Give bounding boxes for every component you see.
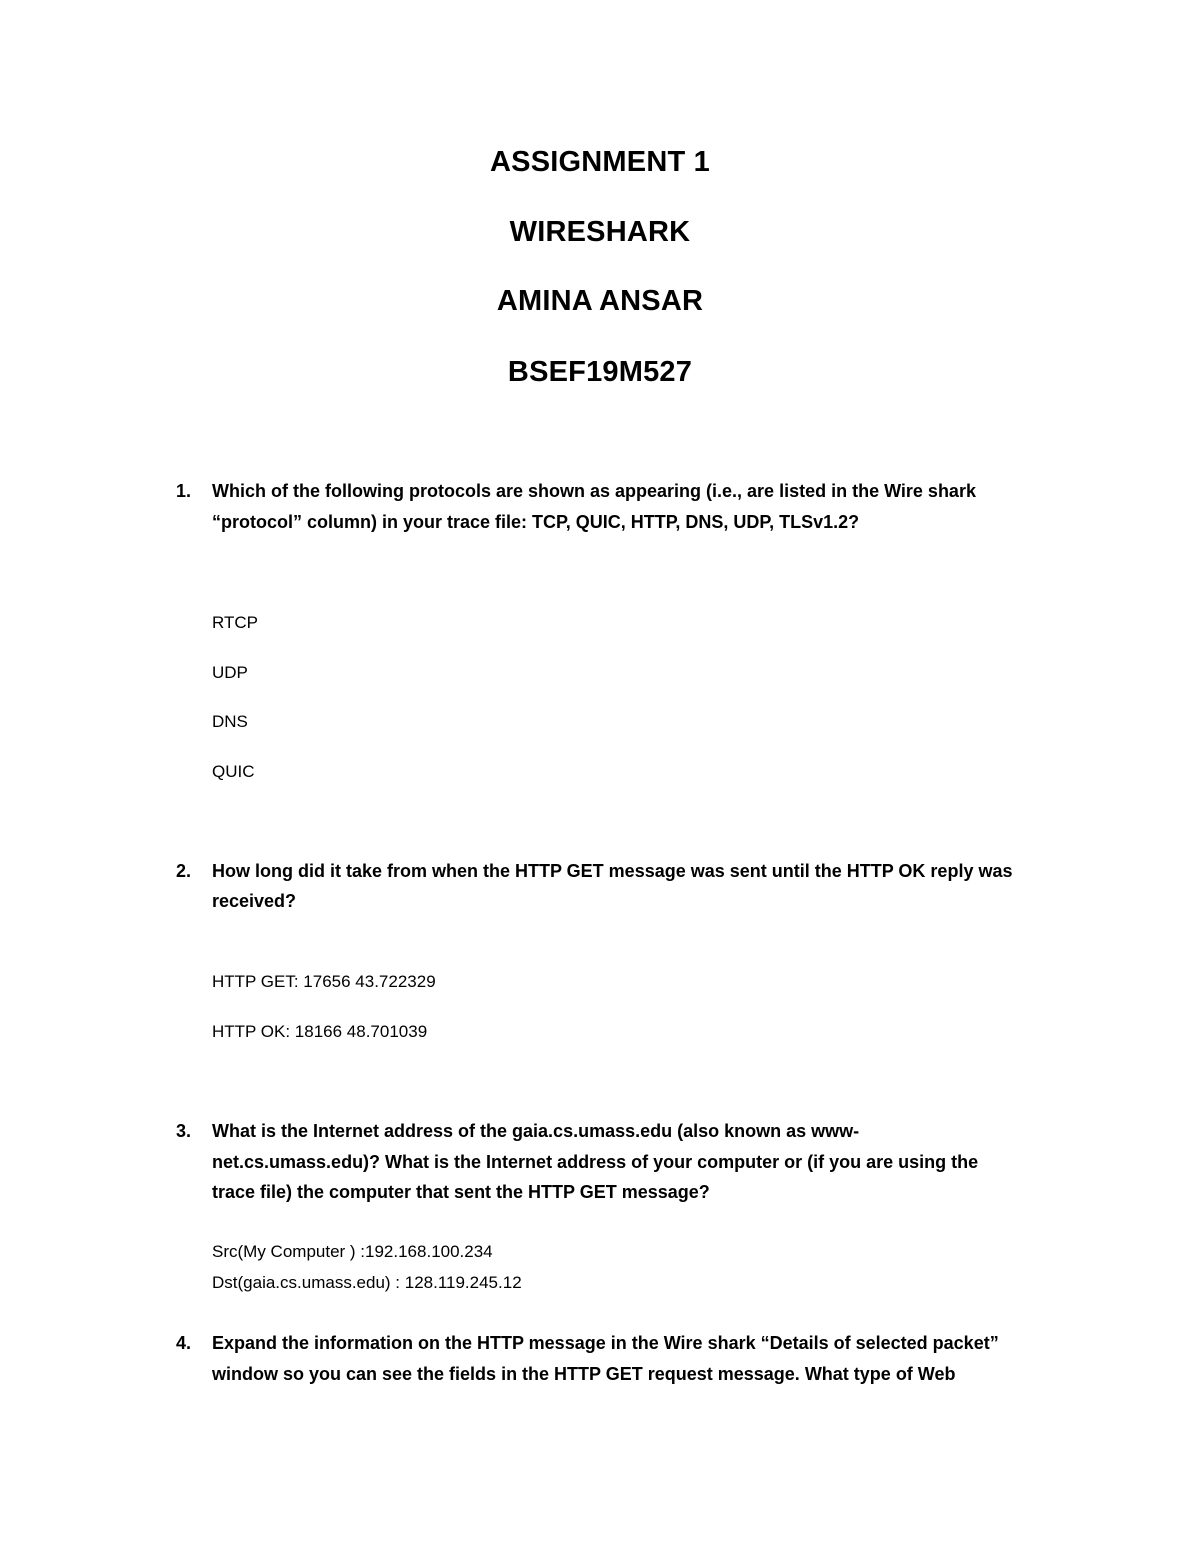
question-text-line: net.cs.umass.edu)? What is the Internet address of your computer or (if you are using the: [212, 1152, 979, 1172]
student-name: AMINA ANSAR: [496, 285, 704, 317]
answer-line: Dst(gaia.cs.umass.edu) : 128.119.245.12: [212, 1273, 522, 1292]
question-text-line: Expand the information on the HTTP message in the Wire shark “Details of selected packet”: [212, 1333, 999, 1353]
question-number: 1.: [176, 481, 192, 501]
answer-line: RTCP: [212, 613, 258, 632]
question-text-line: How long did it take from when the HTTP GET message was sent until the HTTP OK reply was: [212, 861, 1013, 881]
answer-line: QUIC: [212, 762, 255, 781]
answer-line: UDP: [212, 663, 248, 682]
question-text-line: Which of the following protocols are shown as appearing (i.e., are listed in the Wire shark: [212, 481, 976, 501]
question-number: 4.: [176, 1333, 192, 1353]
question-text-line: trace file) the computer that sent the HTTP GET message?: [212, 1182, 710, 1202]
answer-line: DNS: [212, 712, 248, 731]
question-text-line: window so you can see the fields in the HTTP GET request message. What type of Web: [212, 1364, 956, 1384]
question-number: 2.: [176, 861, 192, 881]
question-text-line: “protocol” column) in your trace file: TCP, QUIC, HTTP, DNS, UDP, TLSv1.2?: [212, 512, 860, 532]
assignment-title: ASSIGNMENT 1: [490, 146, 710, 178]
subject-title: WIRESHARK: [509, 216, 691, 248]
question-number: 3.: [176, 1121, 192, 1141]
answer-line: Src(My Computer ) :192.168.100.234: [212, 1242, 493, 1261]
question-text-line: received?: [212, 891, 297, 911]
question-text-line: What is the Internet address of the gaia.cs.umass.edu (also known as www-: [212, 1121, 860, 1141]
answer-line: HTTP OK: 18166 48.701039: [212, 1022, 428, 1041]
answer-line: HTTP GET: 17656 43.722329: [212, 972, 436, 991]
roll-number: BSEF19M527: [507, 356, 693, 388]
